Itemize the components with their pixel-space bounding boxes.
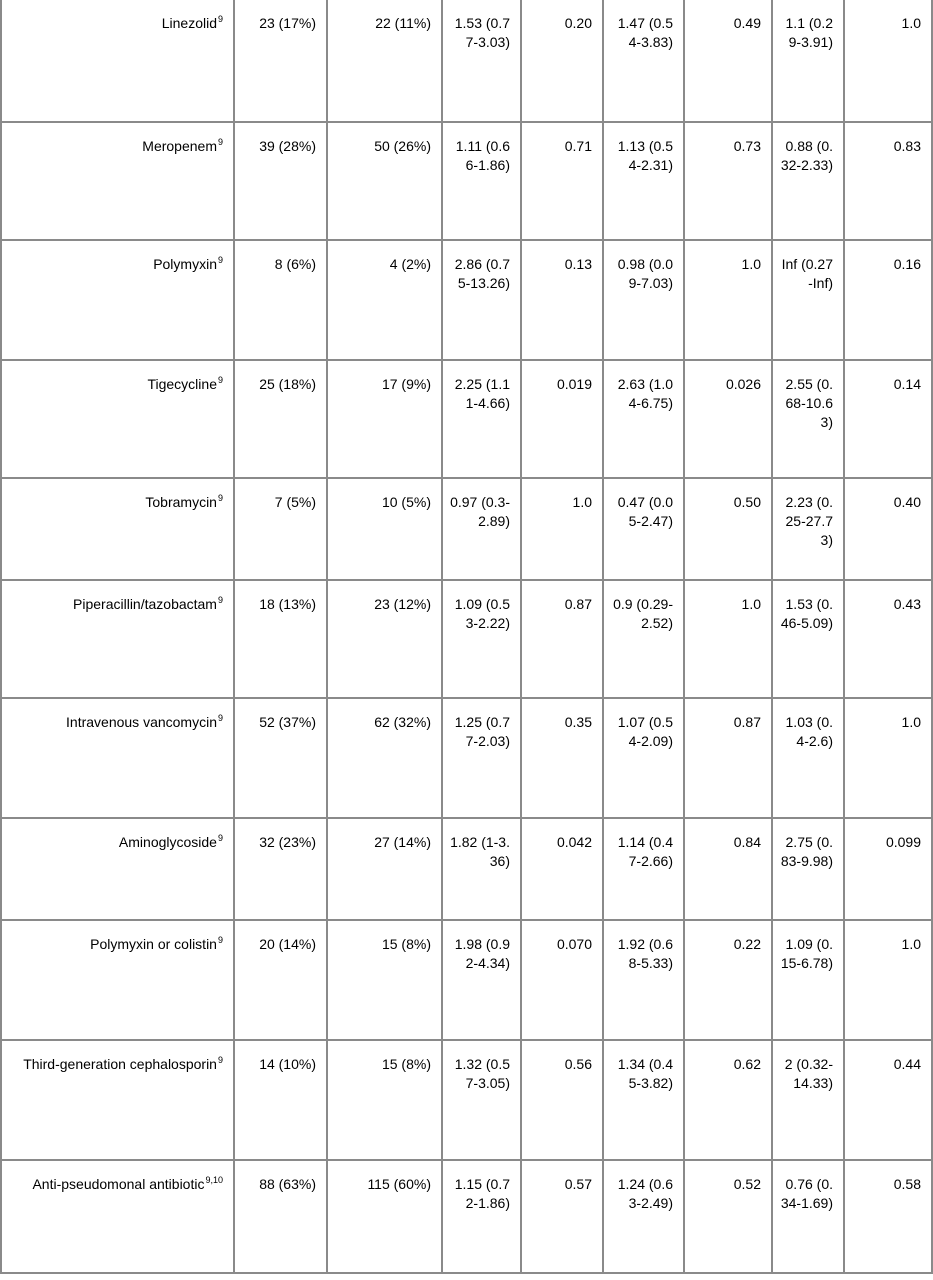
cell-c3: 1.82 (1-3.36) bbox=[442, 818, 521, 920]
cell-c5: 0.47 (0.05-2.47) bbox=[603, 478, 684, 580]
cell-c1: 39 (28%) bbox=[234, 122, 327, 240]
cell-c3: 1.11 (0.66-1.86) bbox=[442, 122, 521, 240]
footnote-ref: 9 bbox=[217, 1055, 223, 1065]
cell-c6: 0.49 bbox=[684, 0, 772, 122]
cell-c8: 0.16 bbox=[844, 240, 932, 360]
row-label bbox=[1, 360, 234, 478]
cell-c2: 15 (8%) bbox=[327, 1040, 442, 1160]
cell-c4: 0.87 bbox=[521, 580, 603, 698]
cell-c7: 2.23 (0.25-27.73) bbox=[772, 478, 844, 580]
cell-c7: 1.1 (0.29-3.91) bbox=[772, 0, 844, 122]
cell-c8: 0.58 bbox=[844, 1160, 932, 1273]
cell-c7: 0.88 (0.32-2.33) bbox=[772, 122, 844, 240]
drug-name: Linezolid bbox=[161, 15, 217, 31]
footnote-ref: 9 bbox=[217, 833, 223, 843]
cell-c1: 32 (23%) bbox=[234, 818, 327, 920]
cell-c7: Inf (0.27-Inf) bbox=[772, 240, 844, 360]
cell-c7: 1.03 (0.4-2.6) bbox=[772, 698, 844, 818]
cell-c2: 4 (2%) bbox=[327, 240, 442, 360]
drug-name: Intravenous vancomycin bbox=[66, 714, 217, 730]
row-label bbox=[1, 1040, 234, 1160]
footnote-ref: 9 bbox=[217, 137, 223, 147]
cell-c6: 1.0 bbox=[684, 580, 772, 698]
table-row bbox=[1, 122, 932, 240]
cell-c4: 1.0 bbox=[521, 478, 603, 580]
footnote-ref: 9 bbox=[217, 14, 223, 24]
table-row bbox=[1, 360, 932, 478]
cell-c4: 0.56 bbox=[521, 1040, 603, 1160]
cell-c6: 0.62 bbox=[684, 1040, 772, 1160]
cell-c1: 23 (17%) bbox=[234, 0, 327, 122]
cell-c5: 1.13 (0.54-2.31) bbox=[603, 122, 684, 240]
cell-c5: 1.07 (0.54-2.09) bbox=[603, 698, 684, 818]
table-row bbox=[1, 920, 932, 1040]
cell-c8: 1.0 bbox=[844, 920, 932, 1040]
drug-name: Meropenem bbox=[142, 138, 217, 154]
drug-name: Aminoglycoside bbox=[118, 834, 217, 850]
table-row bbox=[1, 818, 932, 920]
cell-c3: 1.25 (0.77-2.03) bbox=[442, 698, 521, 818]
cell-c2: 50 (26%) bbox=[327, 122, 442, 240]
cell-c2: 10 (5%) bbox=[327, 478, 442, 580]
cell-c4: 0.070 bbox=[521, 920, 603, 1040]
table-row bbox=[1, 240, 932, 360]
cell-c4: 0.20 bbox=[521, 0, 603, 122]
cell-c6: 1.0 bbox=[684, 240, 772, 360]
row-label bbox=[1, 1160, 234, 1273]
cell-c7: 1.09 (0.15-6.78) bbox=[772, 920, 844, 1040]
cell-c4: 0.13 bbox=[521, 240, 603, 360]
footnote-ref: 9 bbox=[217, 375, 223, 385]
cell-c4: 0.019 bbox=[521, 360, 603, 478]
cell-c5: 1.92 (0.68-5.33) bbox=[603, 920, 684, 1040]
cell-c6: 0.50 bbox=[684, 478, 772, 580]
cell-c5: 0.9 (0.29-2.52) bbox=[603, 580, 684, 698]
cell-c6: 0.73 bbox=[684, 122, 772, 240]
row-label bbox=[1, 122, 234, 240]
cell-c2: 17 (9%) bbox=[327, 360, 442, 478]
cell-c6: 0.026 bbox=[684, 360, 772, 478]
cell-c1: 8 (6%) bbox=[234, 240, 327, 360]
cell-c6: 0.22 bbox=[684, 920, 772, 1040]
cell-c2: 15 (8%) bbox=[327, 920, 442, 1040]
cell-c6: 0.84 bbox=[684, 818, 772, 920]
cell-c3: 0.97 (0.3-2.89) bbox=[442, 478, 521, 580]
cell-c3: 1.09 (0.53-2.22) bbox=[442, 580, 521, 698]
cell-c1: 52 (37%) bbox=[234, 698, 327, 818]
footnote-ref: 9 bbox=[217, 713, 223, 723]
row-label bbox=[1, 580, 234, 698]
cell-c5: 1.14 (0.47-2.66) bbox=[603, 818, 684, 920]
cell-c6: 0.52 bbox=[684, 1160, 772, 1273]
table-row bbox=[1, 1160, 932, 1273]
drug-name: Tigecycline bbox=[147, 376, 217, 392]
cell-c7: 2 (0.32-14.33) bbox=[772, 1040, 844, 1160]
table-row bbox=[1, 478, 932, 580]
cell-c4: 0.57 bbox=[521, 1160, 603, 1273]
drug-name: Tobramycin bbox=[145, 494, 217, 510]
drug-name: Polymyxin or colistin bbox=[90, 936, 217, 952]
cell-c2: 27 (14%) bbox=[327, 818, 442, 920]
cell-c1: 7 (5%) bbox=[234, 478, 327, 580]
cell-c2: 115 (60%) bbox=[327, 1160, 442, 1273]
cell-c3: 2.25 (1.11-4.66) bbox=[442, 360, 521, 478]
footnote-ref: 9 bbox=[217, 595, 223, 605]
cell-c4: 0.71 bbox=[521, 122, 603, 240]
cell-c1: 18 (13%) bbox=[234, 580, 327, 698]
cell-c7: 2.55 (0.68-10.63) bbox=[772, 360, 844, 478]
table-row bbox=[1, 0, 932, 122]
row-label bbox=[1, 698, 234, 818]
drug-name: Piperacillin/tazobactam bbox=[73, 596, 217, 612]
table-row bbox=[1, 580, 932, 698]
row-label bbox=[1, 818, 234, 920]
cell-c8: 0.44 bbox=[844, 1040, 932, 1160]
drug-name: Third-generation cephalosporin bbox=[23, 1056, 217, 1072]
footnote-ref: 9 bbox=[217, 255, 223, 265]
cell-c5: 1.34 (0.45-3.82) bbox=[603, 1040, 684, 1160]
drug-name: Polymyxin bbox=[153, 256, 217, 272]
cell-c3: 1.98 (0.92-4.34) bbox=[442, 920, 521, 1040]
cell-c2: 62 (32%) bbox=[327, 698, 442, 818]
row-label bbox=[1, 478, 234, 580]
cell-c3: 1.32 (0.57-3.05) bbox=[442, 1040, 521, 1160]
table-row bbox=[1, 698, 932, 818]
cell-c3: 1.53 (0.77-3.03) bbox=[442, 0, 521, 122]
cell-c8: 0.099 bbox=[844, 818, 932, 920]
footnote-ref: 9,10 bbox=[205, 1175, 223, 1185]
cell-c7: 2.75 (0.83-9.98) bbox=[772, 818, 844, 920]
footnote-ref: 9 bbox=[217, 493, 223, 503]
table-row bbox=[1, 1040, 932, 1160]
cell-c1: 20 (14%) bbox=[234, 920, 327, 1040]
cell-c7: 0.76 (0.34-1.69) bbox=[772, 1160, 844, 1273]
cell-c2: 22 (11%) bbox=[327, 0, 442, 122]
cell-c8: 0.14 bbox=[844, 360, 932, 478]
cell-c8: 1.0 bbox=[844, 698, 932, 818]
row-label bbox=[1, 920, 234, 1040]
row-label bbox=[1, 240, 234, 360]
table-body bbox=[1, 0, 932, 1273]
cell-c5: 2.63 (1.04-6.75) bbox=[603, 360, 684, 478]
footnote-ref: 9 bbox=[217, 935, 223, 945]
cell-c8: 0.43 bbox=[844, 580, 932, 698]
cell-c3: 2.86 (0.75-13.26) bbox=[442, 240, 521, 360]
cell-c4: 0.042 bbox=[521, 818, 603, 920]
cell-c8: 1.0 bbox=[844, 0, 932, 122]
cell-c2: 23 (12%) bbox=[327, 580, 442, 698]
drug-name: Anti-pseudomonal antibiotic bbox=[32, 1176, 205, 1192]
cell-c6: 0.87 bbox=[684, 698, 772, 818]
cell-c8: 0.83 bbox=[844, 122, 932, 240]
cell-c1: 14 (10%) bbox=[234, 1040, 327, 1160]
cell-c5: 1.47 (0.54-3.83) bbox=[603, 0, 684, 122]
cell-c1: 88 (63%) bbox=[234, 1160, 327, 1273]
row-label bbox=[1, 0, 234, 122]
cell-c4: 0.35 bbox=[521, 698, 603, 818]
cell-c1: 25 (18%) bbox=[234, 360, 327, 478]
cell-c3: 1.15 (0.72-1.86) bbox=[442, 1160, 521, 1273]
cell-c5: 0.98 (0.09-7.03) bbox=[603, 240, 684, 360]
cell-c5: 1.24 (0.63-2.49) bbox=[603, 1160, 684, 1273]
cell-c7: 1.53 (0.46-5.09) bbox=[772, 580, 844, 698]
cell-c8: 0.40 bbox=[844, 478, 932, 580]
